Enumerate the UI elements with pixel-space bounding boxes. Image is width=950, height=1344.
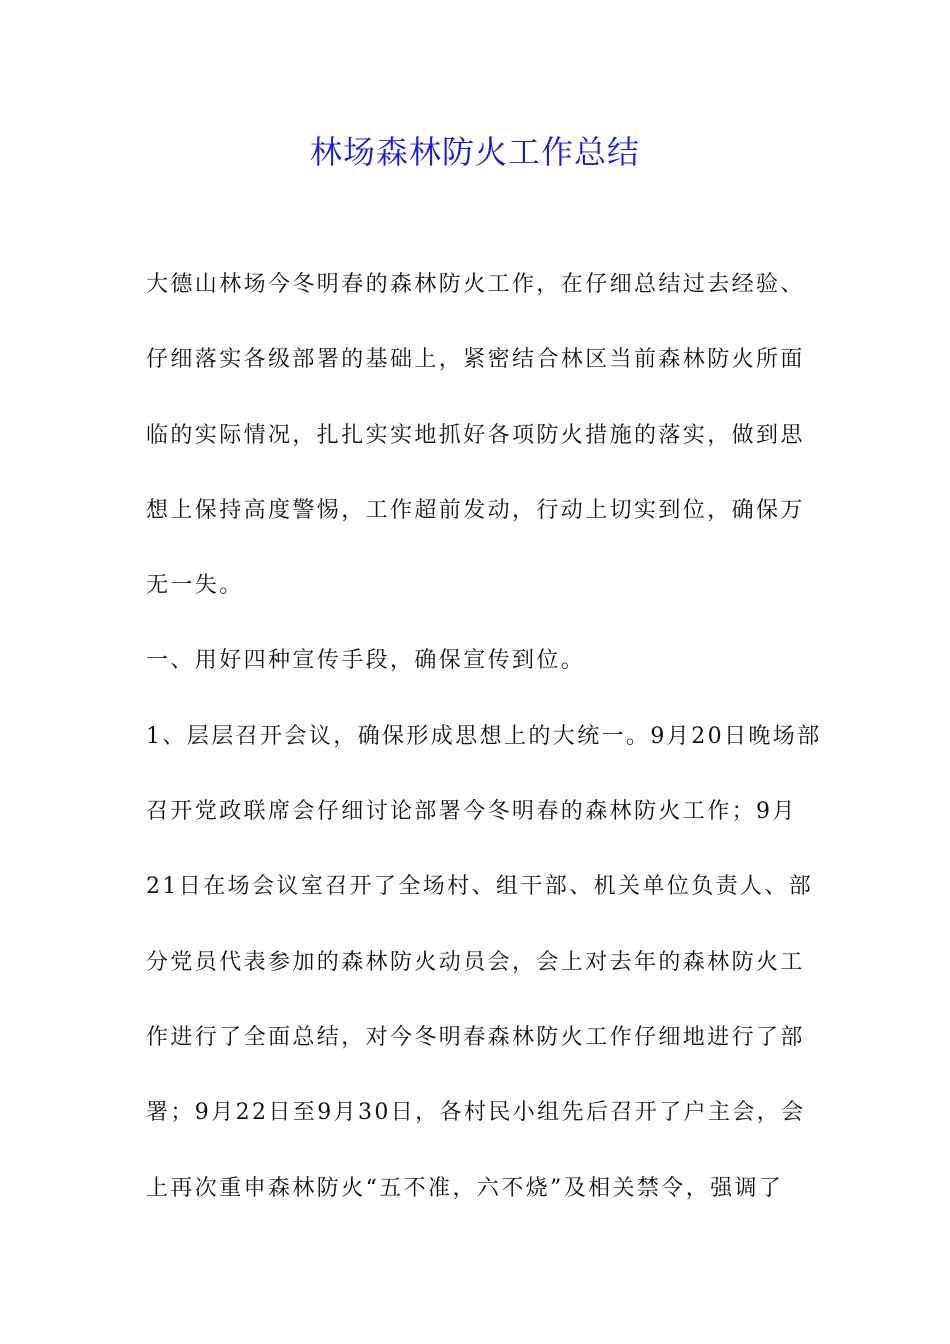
body-line: 上再次重申森林防火“五不准，六不烧”及相关禁令，强调了 xyxy=(146,1175,784,1201)
body-line: 分党员代表参加的森林防火动员会，会上对去年的森林防火工 xyxy=(146,949,805,975)
body-line: 署；9月22日至9月30日，各村民小组先后召开了户主会，会 xyxy=(146,1100,806,1126)
document-body xyxy=(146,263,822,1242)
body-line: 大德山林场今冬明春的森林防火工作，在仔细总结过去经验、 xyxy=(146,272,805,297)
body-line: 仔细落实各级部署的基础上，紧密结合林区当前森林防火所面 xyxy=(146,347,805,373)
body-line: 1、层层召开会议，确保形成思想上的大统一。9月20日晚场部 xyxy=(146,723,822,749)
body-line: 无一失。 xyxy=(146,573,244,599)
body-line: 21日在场会议室召开了全场村、组干部、机关单位负责人、部 xyxy=(146,874,814,900)
document-title: 林场森林防火工作总结 xyxy=(309,133,640,171)
section-heading: 一、用好四种宣传手段，确保宣传到位。 xyxy=(146,648,586,674)
body-line: 召开党政联席会仔细讨论部署今冬明春的森林防火工作；9月 xyxy=(146,799,797,825)
body-line: 作进行了全面总结，对今冬明春森林防火工作仔细地进行了部 xyxy=(146,1024,805,1050)
body-line: 临的实际情况，扎扎实实地抓好各项防火措施的落实，做到思 xyxy=(146,422,805,448)
body-line: 想上保持高度警惕，工作超前发动，行动上切实到位，确保万 xyxy=(146,497,805,523)
